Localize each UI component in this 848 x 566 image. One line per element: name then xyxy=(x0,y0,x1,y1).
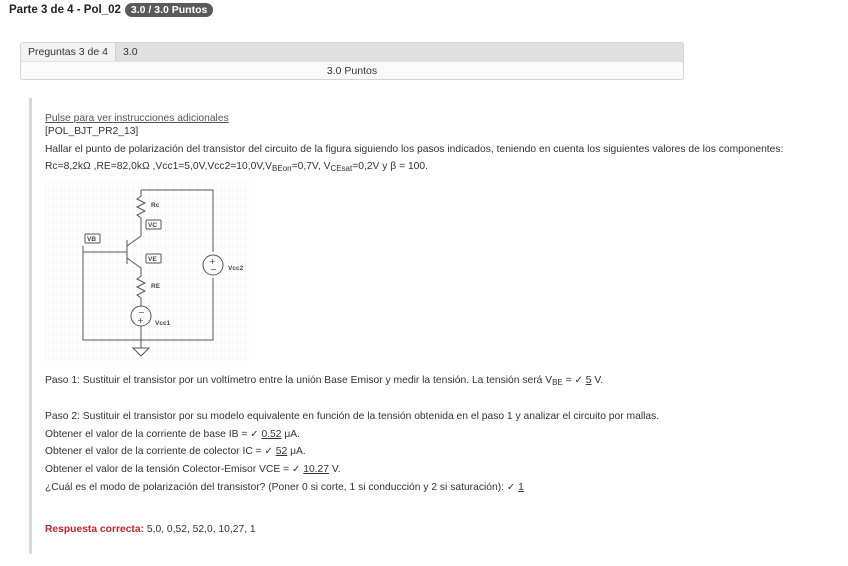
answer-vce: 10.27 xyxy=(303,464,329,475)
vc-label: VC xyxy=(148,222,158,229)
answer-ib: 0.52 xyxy=(261,429,282,440)
page-title: Parte 3 de 4 - Pol_02 xyxy=(9,4,121,16)
vcc1-plus: + xyxy=(137,316,144,325)
question-value: 3.0 xyxy=(122,46,138,58)
ic-question: Obtener el valor de la corriente de colector IC = ✓ 52 μA. xyxy=(45,446,306,457)
correct-answer xyxy=(45,523,256,536)
correct-answer-values: 5,0, 0,52, 52,0, 10,27, 1 xyxy=(144,524,256,535)
vcc2-label: Vcc2 xyxy=(228,265,244,272)
ve-label: VE xyxy=(148,256,157,263)
vcc2-plus: + xyxy=(209,257,216,266)
question-counter: Preguntas 3 de 4 xyxy=(21,43,116,61)
ib-question: Obtener el valor de la corriente de base IB = ✓ 0.52 μA. xyxy=(45,429,301,440)
instructions-link[interactable]: Pulse para ver instrucciones adicionales xyxy=(45,113,229,124)
paso-2: Paso 2: Sustituir el transistor por su modelo equivalente en función de la tensión obtenida en el paso 1 y analizar el circuito por mallas. xyxy=(45,411,660,422)
re-label: RE xyxy=(151,283,161,290)
check-icon: ✓ xyxy=(264,446,273,457)
question-code: [POL_BJT_PR2_13] xyxy=(45,126,139,137)
vce-question: Obtener el valor de la tensión Colector-Emisor VCE = ✓ 10.27 V. xyxy=(45,464,341,475)
mode-question: ¿Cuál es el modo de polarización del transistor? (Poner 0 si corte, 1 si conducción y 2 si saturación): ✓ 1 xyxy=(45,482,524,493)
question-points: 3.0 Puntos xyxy=(21,61,683,80)
page-header xyxy=(9,3,213,17)
vcc1-minus: − xyxy=(138,308,145,317)
answer-mode: 1 xyxy=(518,482,524,493)
paso-1: Paso 1: Sustituir el transistor por un voltímetro entre la unión Base Emisor y medir la tensión. La tensión será $V_{BE}$ = ✓ 5 V. xyxy=(45,375,604,387)
check-icon: ✓ xyxy=(291,464,301,475)
question-panel xyxy=(20,42,684,80)
vb-label: VB xyxy=(87,236,97,243)
circuit-diagram xyxy=(45,182,253,366)
check-icon: ✓ xyxy=(506,482,516,493)
correct-answer-label: Respuesta correcta: xyxy=(45,524,145,535)
score-badge: 3.0 / 3.0 Puntos xyxy=(125,3,213,17)
check-icon: ✓ xyxy=(250,429,259,440)
rc-label: Rc xyxy=(151,202,160,209)
question-body xyxy=(29,98,841,554)
question-statement: Hallar el punto de polarización del transistor del circuito de la figura siguiendo los pasos indicados, teniendo en cuenta los siguientes valores de los componentes: xyxy=(45,144,784,155)
component-values: Rc=8,2kΩ ,RE=82,0kΩ $,Vcc1=5,0V,Vcc2=10,0V,V_{BEon}=0,7V$, $V_{CEsat}=0,2V$ y β = 100. xyxy=(45,161,428,173)
vcc2-minus: − xyxy=(210,265,217,274)
answer-vbe: 5 xyxy=(585,375,592,386)
vcc1-label: Vcc1 xyxy=(155,320,171,327)
answer-ic: 52 xyxy=(275,446,288,457)
check-icon: ✓ xyxy=(574,375,583,386)
